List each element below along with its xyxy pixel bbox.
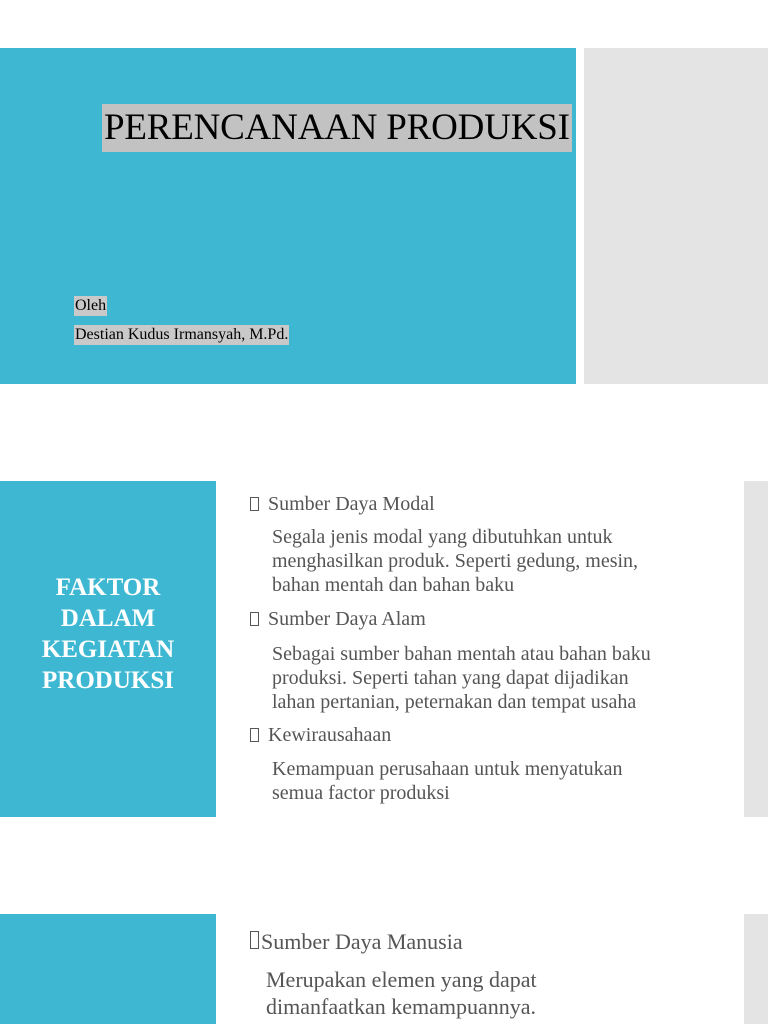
slide2-heading-wrap — [0, 481, 216, 817]
list-item-title: Sumber Daya Manusia — [261, 929, 463, 954]
slide1-title: PERENCANAAN PRODUKSI — [102, 104, 572, 152]
list-item — [250, 929, 463, 955]
list-item — [250, 724, 391, 746]
slide3-side-panel — [744, 914, 768, 1024]
list-item-title: Kewirausahaan — [268, 724, 392, 746]
author-label: Oleh — [75, 297, 107, 314]
slide2-heading: FAKTOR DALAM KEGIATAN PRODUKSI — [41, 574, 175, 694]
slide2-side-panel — [744, 481, 768, 817]
list-item-title: Sumber Daya Alam — [268, 608, 426, 630]
list-item — [250, 608, 426, 630]
bullet-icon — [250, 497, 259, 511]
slide1-side-panel — [584, 48, 768, 384]
author-name: Destian Kudus Irmansyah, M.Pd. — [75, 326, 289, 343]
bullet-icon — [250, 931, 259, 949]
list-item-title: Sumber Daya Modal — [268, 493, 435, 515]
list-item-description: Merupakan elemen yang dapat dimanfaatkan kemampuannya. — [266, 967, 537, 1019]
slide3-heading-panel — [0, 914, 216, 1024]
list-item — [250, 493, 435, 515]
bullet-icon — [250, 728, 259, 742]
list-item-description: Segala jenis modal yang dibutuhkan untuk menghasilkan produk. Seperti gedung, mesin, bahan mentah dan bahan baku — [272, 526, 639, 596]
list-item-description: Kemampuan perusahaan untuk menyatukan semua factor produksi — [272, 758, 623, 804]
list-item-description: Sebagai sumber bahan mentah atau bahan baku produksi. Seperti tahan yang dapat dijadikan lahan pertanian, peternakan dan tempat usaha — [272, 643, 651, 713]
bullet-icon — [250, 612, 259, 626]
